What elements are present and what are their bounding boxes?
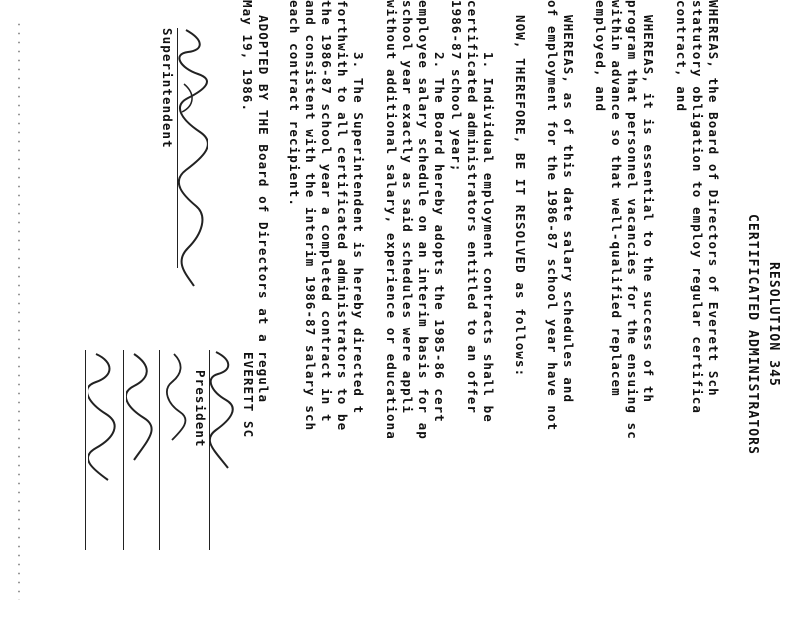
president-signature [210,350,234,470]
paragraph-line: 1. Individual employment contracts shall be [481,52,496,423]
district-header: EVERETT SC [241,352,256,439]
paragraph-line: of employment for the 1986-87 school year have not [545,0,560,432]
paragraph-line: 3. The Superintendent is hereby directed t [351,52,366,415]
president-signature-line [209,350,210,550]
director-signature [126,352,154,462]
paragraph-line: within advance so that well-qualified replacem [609,0,624,397]
paragraph-line: May 19, 1986. [240,0,255,113]
paragraph-line: the 1986-87 school year a completed contract in t [319,0,334,423]
paragraph-line: school year exactly as said schedules were appli [400,0,415,415]
paragraph-line: each contract recipient. [287,0,302,208]
paragraph-line: employed, and [593,0,608,113]
director-signature [164,352,188,442]
director-signature-line [85,350,86,550]
paragraph-line: and consistent with the interim 1986-87 salary sch [303,0,318,432]
paragraph-line: WHEREAS, it is essential to the success of th [641,15,656,404]
director-signature-line [123,350,124,550]
paragraph-line: ADOPTED BY THE Board of Directors at a regula [256,15,271,404]
superintendent-signature-line [177,28,178,268]
superintendent-signature [178,28,208,288]
president-label: President [193,370,208,448]
resolution-subtitle: CERTIFICATED ADMINISTRATORS [745,214,760,456]
paragraph-line: without additional salary, experience or educationa [384,0,399,440]
paragraph-line: contract, and [674,0,689,113]
paragraph-line: certificated administrators entitled to an offer [465,0,480,415]
paragraph-line: NOW, THEREFORE, BE IT RESOLVED as follows: [513,15,528,378]
paragraph-line: WHEREAS, as of this date salary schedules and [561,15,576,404]
paragraph-line: WHEREAS, the Board of Directors of Everett Sch [706,0,721,397]
paragraph-line: program that personnel vacancies for the ensuing sc [625,0,640,440]
paragraph-line: 1986-87 school year; [449,0,464,173]
paragraph-line: 2. The Board hereby adopts the 1985-86 cert [432,52,447,423]
paragraph-line: employee salary schedule on an interim basis for ap [416,0,431,440]
paragraph-line: forthwith to all certificated administrators to be [335,0,350,432]
resolution-title: RESOLUTION 345 [766,262,781,387]
director-signature [88,352,118,482]
paragraph-line: statutory obligation to employ regular certifica [690,0,705,415]
superintendent-label: Superintendent [160,28,175,149]
director-signature-line [159,350,160,550]
